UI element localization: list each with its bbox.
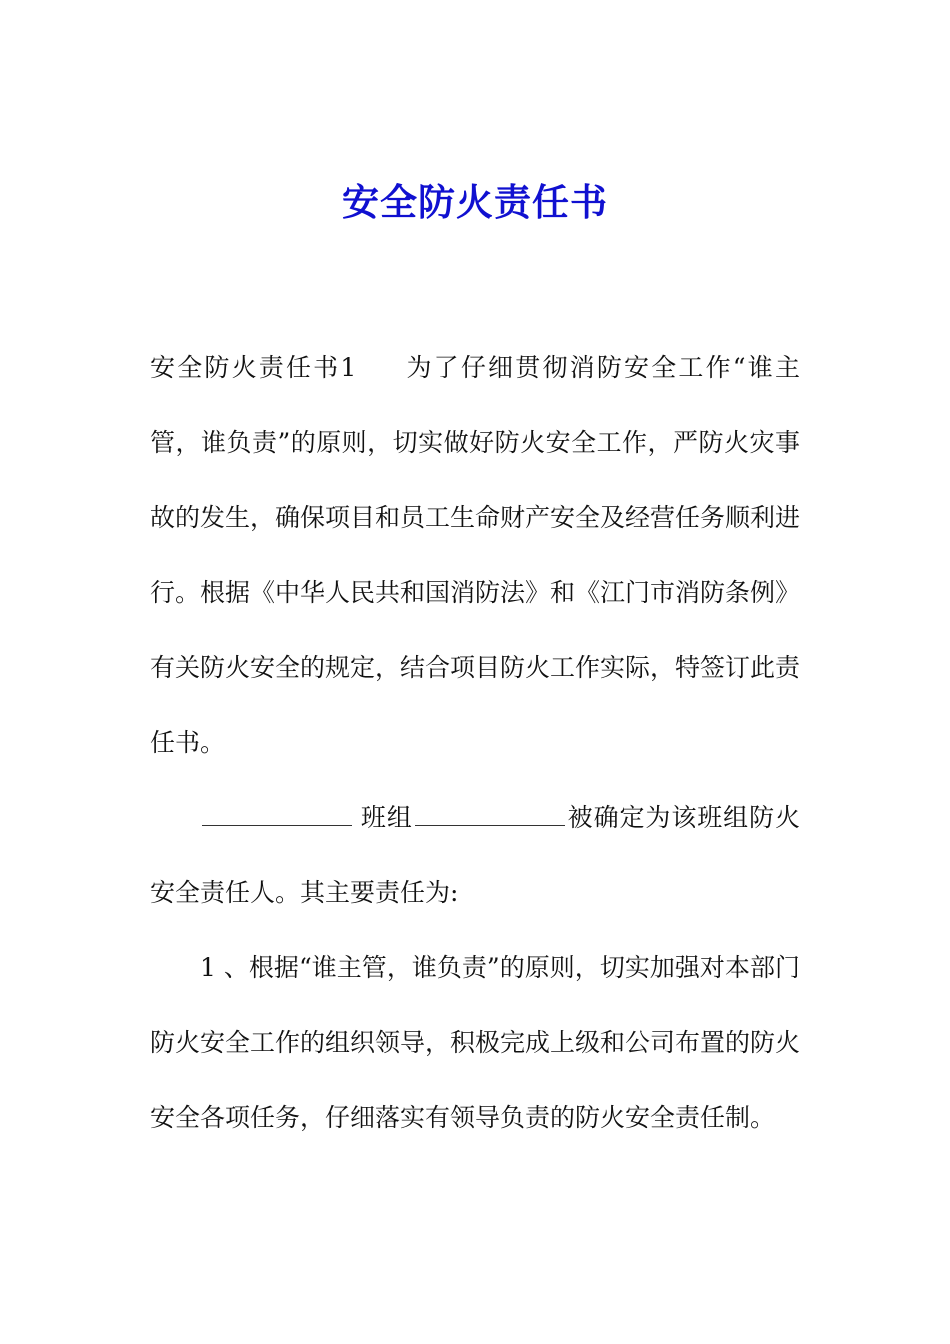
intro-text: 为了仔细贯彻消防安全工作“谁主管，谁负责”的原则，切实做好防火安全工作，严防火灾事故的发生，确保项目和员工生命财产安全及经营任务顺利进行。根据《中华人民共和国消防法》和《江门市消防条例》有关防火安全的规定，结合项目防火工作实际，特签订此责任书。 [150, 353, 801, 757]
item-1-paragraph: 1 、根据“谁主管，谁负责”的原则，切实加强对本部门防火安全工作的组织领导，积极完成上级和公司布置的防火安全各项任务，仔细落实有领导负责的防火安全责任制。 [150, 953, 801, 1132]
document-body [150, 330, 800, 1155]
intro-paragraph [150, 330, 800, 780]
team-blank-line [415, 805, 565, 826]
document-title: 安全防火责任书 [342, 180, 608, 224]
name-blank-line [202, 805, 352, 826]
intro-label: 安全防火责任书1 [150, 353, 357, 382]
team-text: 被确定为该班组防火安全责任人。其主要责任为: [150, 803, 800, 907]
team-label: 班组 [360, 803, 413, 832]
team-paragraph [150, 780, 800, 930]
